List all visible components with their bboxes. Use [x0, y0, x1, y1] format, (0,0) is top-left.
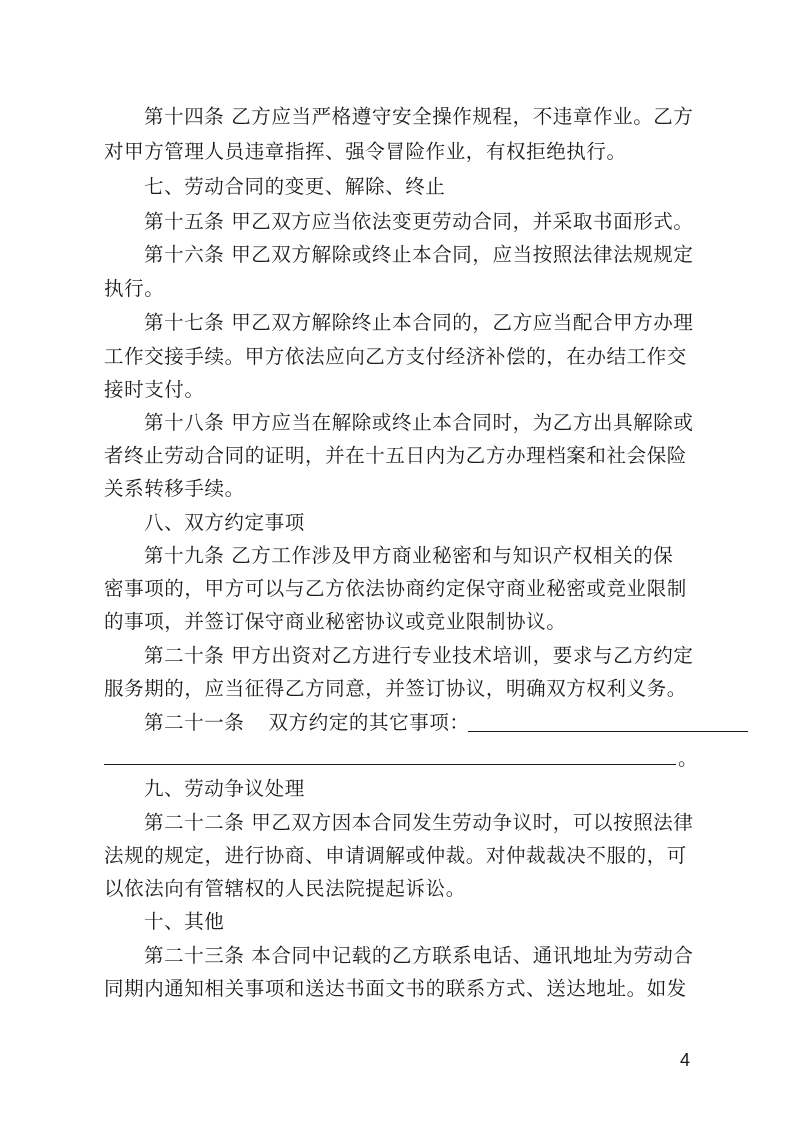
- section-heading: 七、劳动合同的变更、解除、终止: [144, 175, 446, 198]
- text-line: 第十五条 甲乙双方应当依法变更劳动合同，并采取书面形式。: [144, 210, 694, 233]
- text-line: 第二十二条 甲乙双方因本合同发生劳动争议时，可以按照法律: [144, 811, 694, 834]
- section-heading: 九、劳动争议处理: [144, 777, 305, 800]
- section-heading: 八、双方约定事项: [144, 511, 305, 534]
- text-line: 同期内通知相关事项和送达书面文书的联系方式、送达地址。如发: [104, 977, 687, 1000]
- article-21-blank-line: [468, 731, 748, 732]
- text-line: 第二十条 甲方出资对乙方进行专业技术培训，要求与乙方约定: [144, 644, 694, 667]
- article-21-text: 双方约定的其它事项：: [268, 711, 470, 734]
- text-line: 第十四条 乙方应当严格遵守安全操作规程，不违章作业。乙方: [144, 105, 694, 128]
- text-line: 第十七条 甲乙双方解除终止本合同的，乙方应当配合甲方办理: [144, 311, 694, 334]
- article-21-label: 第二十一条: [144, 711, 245, 734]
- text-line: 第十六条 甲乙双方解除或终止本合同，应当按照法律法规规定: [144, 243, 694, 266]
- article-21-end-mark: 。: [678, 747, 698, 770]
- text-line: 关系转移手续。: [104, 477, 245, 500]
- text-line: 服务期的，应当征得乙方同意，并签订协议，明确双方权利义务。: [104, 677, 687, 700]
- text-line: 者终止劳动合同的证明，并在十五日内为乙方办理档案和社会保险: [104, 444, 687, 467]
- text-line: 的事项，并签订保守商业秘密协议或竞业限制协议。: [104, 610, 567, 633]
- text-line: 工作交接手续。甲方依法应向乙方支付经济补偿的，在办结工作交: [104, 345, 687, 368]
- text-line: 以依法向有管辖权的人民法院提起诉讼。: [104, 877, 466, 900]
- text-line: 第二十三条 本合同中记载的乙方联系电话、通讯地址为劳动合: [144, 944, 694, 967]
- text-line: 执行。: [104, 277, 165, 300]
- text-line: 对甲方管理人员违章指挥、强令冒险作业，有权拒绝执行。: [104, 140, 627, 163]
- text-line: 接时支付。: [104, 378, 205, 401]
- page-number: 4: [680, 1050, 691, 1070]
- text-line: 第十九条 乙方工作涉及甲方商业秘密和与知识产权相关的保: [144, 544, 674, 567]
- text-line: 第十八条 甲方应当在解除或终止本合同时，为乙方出具解除或: [144, 411, 694, 434]
- article-21-row: [144, 710, 754, 736]
- section-heading: 十、其他: [144, 910, 225, 933]
- text-line: 法规的规定，进行协商、申请调解或仲裁。对仲裁裁决不服的，可: [104, 844, 687, 867]
- article-21-blank-line-continued: [104, 764, 676, 765]
- text-line: 密事项的，甲方可以与乙方依法协商约定保守商业秘密或竞业限制: [104, 577, 687, 600]
